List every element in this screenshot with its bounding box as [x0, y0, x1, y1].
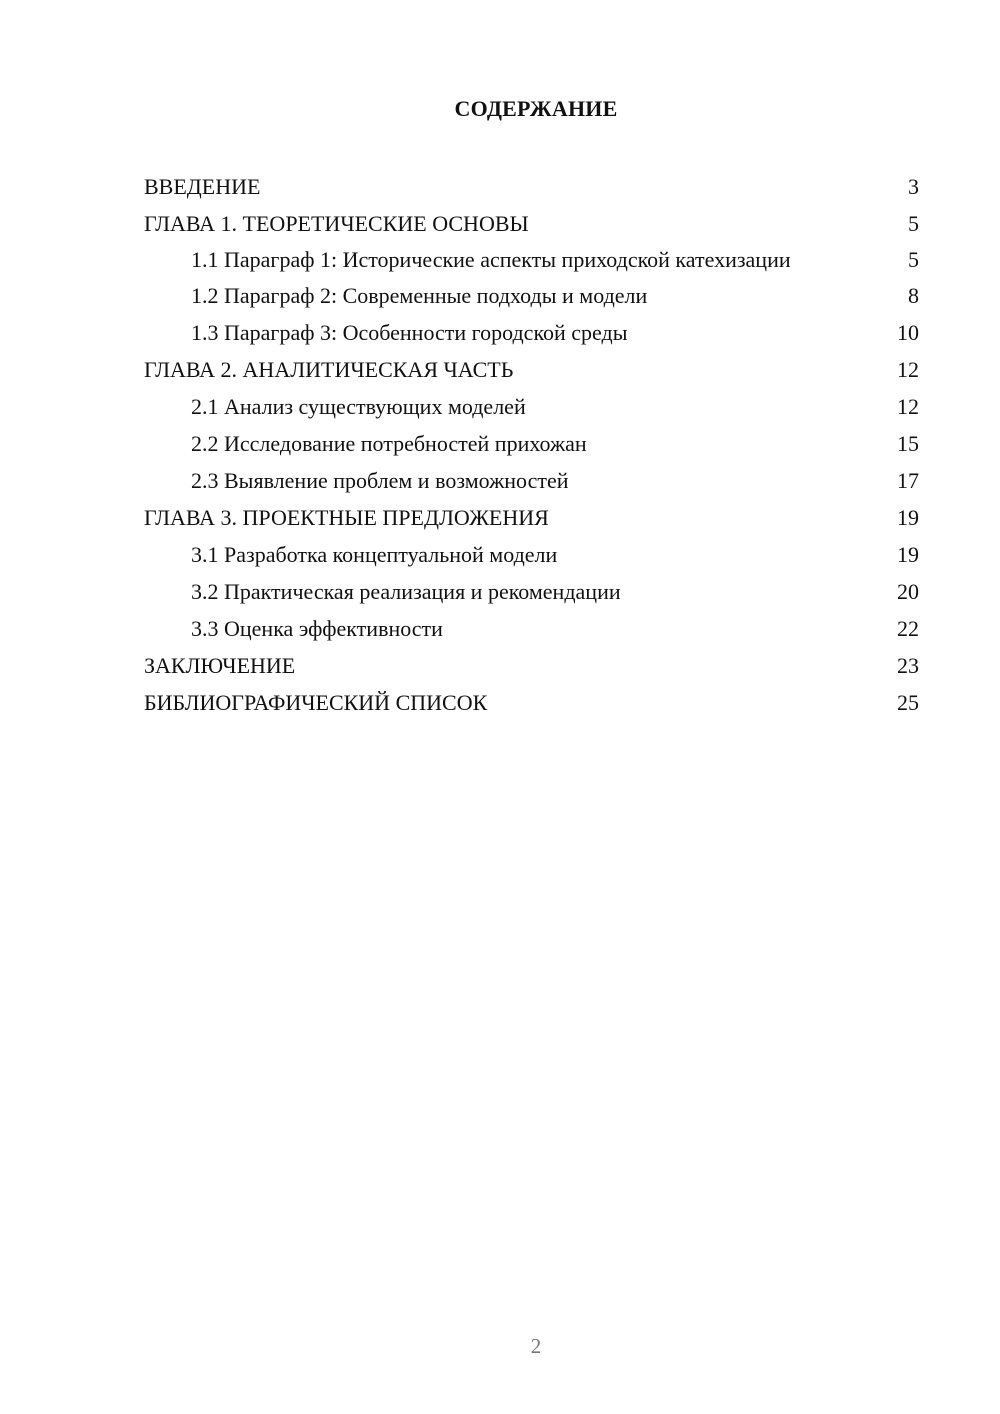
- table-of-contents: [144, 168, 919, 721]
- toc-entry-page: 19: [897, 505, 919, 530]
- toc-entry-page: 17: [897, 468, 919, 493]
- toc-entry-title: ВВЕДЕНИЕ: [144, 174, 261, 199]
- toc-entry-chapter-3: [144, 499, 919, 536]
- toc-entry-title: 1.1 Параграф 1: Исторические аспекты приходской катехизации: [191, 247, 791, 272]
- toc-entry-title: 3.3 Оценка эффективности: [191, 616, 443, 641]
- toc-entry-page: 12: [897, 394, 919, 419]
- toc-entry-title: 2.3 Выявление проблем и возможностей: [191, 468, 569, 493]
- toc-entry-page: 25: [897, 690, 919, 715]
- page-number: 2: [530, 1334, 542, 1358]
- toc-entry-title: 3.2 Практическая реализация и рекомендации: [191, 579, 621, 604]
- toc-entry-section-2-2: [144, 425, 919, 462]
- toc-entry-conclusion: [144, 647, 919, 684]
- toc-entry-title: 1.3 Параграф 3: Особенности городской среды: [191, 320, 628, 345]
- toc-entry-introduction: [144, 168, 919, 205]
- toc-entry-section-1-3: [144, 314, 919, 351]
- toc-entry-title: ГЛАВА 1. ТЕОРЕТИЧЕСКИЕ ОСНОВЫ: [144, 211, 529, 236]
- toc-entry-title: 2.1 Анализ существующих моделей: [191, 394, 526, 419]
- toc-entry-section-3-1: [144, 536, 919, 573]
- toc-entry-page: 19: [897, 542, 919, 567]
- toc-title: СОДЕРЖАНИЕ: [454, 96, 618, 121]
- toc-entry-title: 2.2 Исследование потребностей прихожан: [191, 431, 587, 456]
- toc-entry-page: 10: [897, 320, 919, 345]
- toc-entry-title: БИБЛИОГРАФИЧЕСКИЙ СПИСОК: [144, 690, 488, 715]
- toc-entry-chapter-2: [144, 351, 919, 388]
- toc-entry-title: ЗАКЛЮЧЕНИЕ: [144, 653, 296, 678]
- toc-entry-section-2-1: [144, 388, 919, 425]
- toc-entry-title: ГЛАВА 2. АНАЛИТИЧЕСКАЯ ЧАСТЬ: [144, 357, 514, 382]
- toc-entry-page: 3: [908, 174, 919, 199]
- toc-entry-section-2-3: [144, 462, 919, 499]
- toc-entry-page: 15: [897, 431, 919, 456]
- toc-entry-title: 3.1 Разработка концептуальной модели: [191, 542, 558, 567]
- toc-entry-page: 5: [908, 247, 919, 272]
- toc-entry-page: 5: [908, 211, 919, 236]
- toc-entry-page: 20: [897, 579, 919, 604]
- toc-entry-section-1-1: [144, 242, 919, 277]
- toc-entry-title: ГЛАВА 3. ПРОЕКТНЫЕ ПРЕДЛОЖЕНИЯ: [144, 505, 549, 530]
- toc-entry-page: 12: [897, 357, 919, 382]
- toc-entry-section-3-2: [144, 573, 919, 610]
- toc-entry-bibliography: [144, 684, 919, 721]
- toc-entry-chapter-1: [144, 205, 919, 242]
- toc-entry-page: 8: [908, 283, 919, 308]
- toc-entry-section-3-3: [144, 610, 919, 647]
- toc-entry-page: 23: [897, 653, 919, 678]
- toc-entry-page: 22: [897, 616, 919, 641]
- toc-entry-title: 1.2 Параграф 2: Современные подходы и модели: [191, 283, 648, 308]
- toc-entry-section-1-2: [144, 277, 919, 314]
